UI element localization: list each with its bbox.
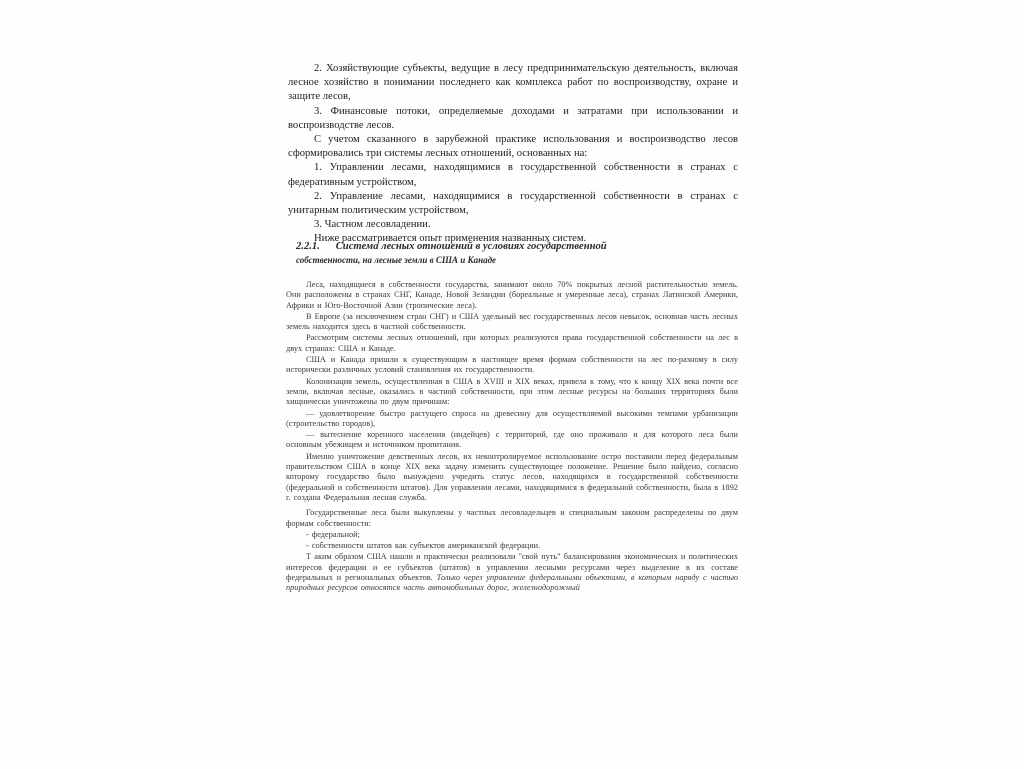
- paragraph: 2. Хозяйствующие субъекты, ведущие в лесу предпринимательскую деятельность, включая лесное хозяйство в понимании последнего как комплекса работ по воспроизводству, охране и защите лесов,: [288, 63, 738, 103]
- section-heading: [296, 241, 726, 267]
- lower-text-block: [286, 280, 738, 595]
- list-item: - федеральной;: [306, 529, 360, 539]
- section-subtitle: собственности, на лесные земли в США и Канаде: [296, 254, 497, 265]
- paragraph: Ниже рассматривается опыт применения названных систем.: [314, 233, 587, 245]
- italic-text: Только через управление федеральными объектами, в которым наряду с частью природных ресурсов относятся часть автомобильных дорог, железнодорожный: [286, 573, 739, 593]
- paragraph: Колонизация земель, осуществленная в США в XVIII и XIX веках, привела к тому, что к концу XIX века почти все земли, включая лесные, оказались в частной собственности, при этом лесные ресурсы на больших территориях были хищнически уничтожены по двум причинам:: [286, 376, 738, 407]
- paragraph: 3. Финансовые потоки, определяемые доходами и затратами при использовании и воспроизводстве лесов.: [288, 105, 738, 131]
- paragraph: [286, 552, 738, 593]
- paragraph: — удовлетворение быстро растущего спроса на древесину для осуществляемой высокими темпами урбанизации (строительство городов),: [286, 408, 738, 428]
- paragraph: С учетом сказанного в зарубежной практике использования и воспроизводство лесов сформировались три системы лесных отношений, основанных на:: [288, 134, 738, 160]
- paragraph: 2. Управление лесами, находящимися в государственной собственности в странах с унитарным политическим устройством,: [288, 190, 738, 217]
- paragraph: США и Канада пришли к существующим в настоящее время формам собственности на лес по-разному в силу исторически различных условий становления их государственности.: [286, 355, 738, 375]
- paragraph-text: Т аким образом США нашли и практически реализовали "свой путь" балансирования экономических и политических интересов федерации и ее субъектов (штатов) в управлении лесными ресурсами через выделение в их составе федеральных и региональных объектов.: [286, 552, 738, 583]
- paragraph: Именно уничтожение девственных лесов, их неконтролируемое использование остро поставили перед федеральным правительством США в конце XIX века задачу изменить существующее положение. Решение было найдено, согласно которому государство было вынуждено учредить статус лесов, находящихся в государственной собственности (федеральной и собственности штатов). Для управления лесами, находящимися в федеральной собственности, была в 1892 г. создана Федеральная лесная служба.: [286, 451, 738, 502]
- paragraph: 1. Управлении лесами, находящимися в государственной собственности в странах с федеративным устройством,: [288, 162, 738, 188]
- upper-text-block: [288, 62, 738, 247]
- paragraph: Государственные леса были выкуплены у частных лесовладельцев и специальным законом распределены по двум формам собственности:: [286, 508, 738, 528]
- section-title: Система лесных отношений в условиях государственной: [335, 241, 607, 252]
- paragraph: В Европе (за исключением стран СНГ) и США удельный вес государственных лесов невысок, основная часть лесных земель находится здесь в частной собственности.: [286, 311, 738, 332]
- paragraph: Леса, находящиеся в собственности государства, занимают около 70% покрытых лесной растительностью земель. Они расположены в странах СНГ, Канаде, Новой Зеландии (бореальные и умеренные леса), странах Латинской Америки, Африки и Юго-Восточной Азии (тропические леса).: [286, 280, 738, 310]
- paragraph: — вытеснение коренного населения (индейцев) с территорий, где оно проживало и для которого леса были основным убежищем и источником пропитания.: [286, 430, 738, 450]
- list-item: - собственности штатов как субъектов американской федерации.: [306, 541, 541, 551]
- section-number: 2.2.1.: [296, 241, 320, 252]
- paragraph: 3. Частном лесовладении.: [314, 219, 431, 231]
- paragraph: Рассмотрим системы лесных отношений, при которых реализуются права государственной собственности на лес в двух странах: США и Канаде.: [286, 333, 738, 353]
